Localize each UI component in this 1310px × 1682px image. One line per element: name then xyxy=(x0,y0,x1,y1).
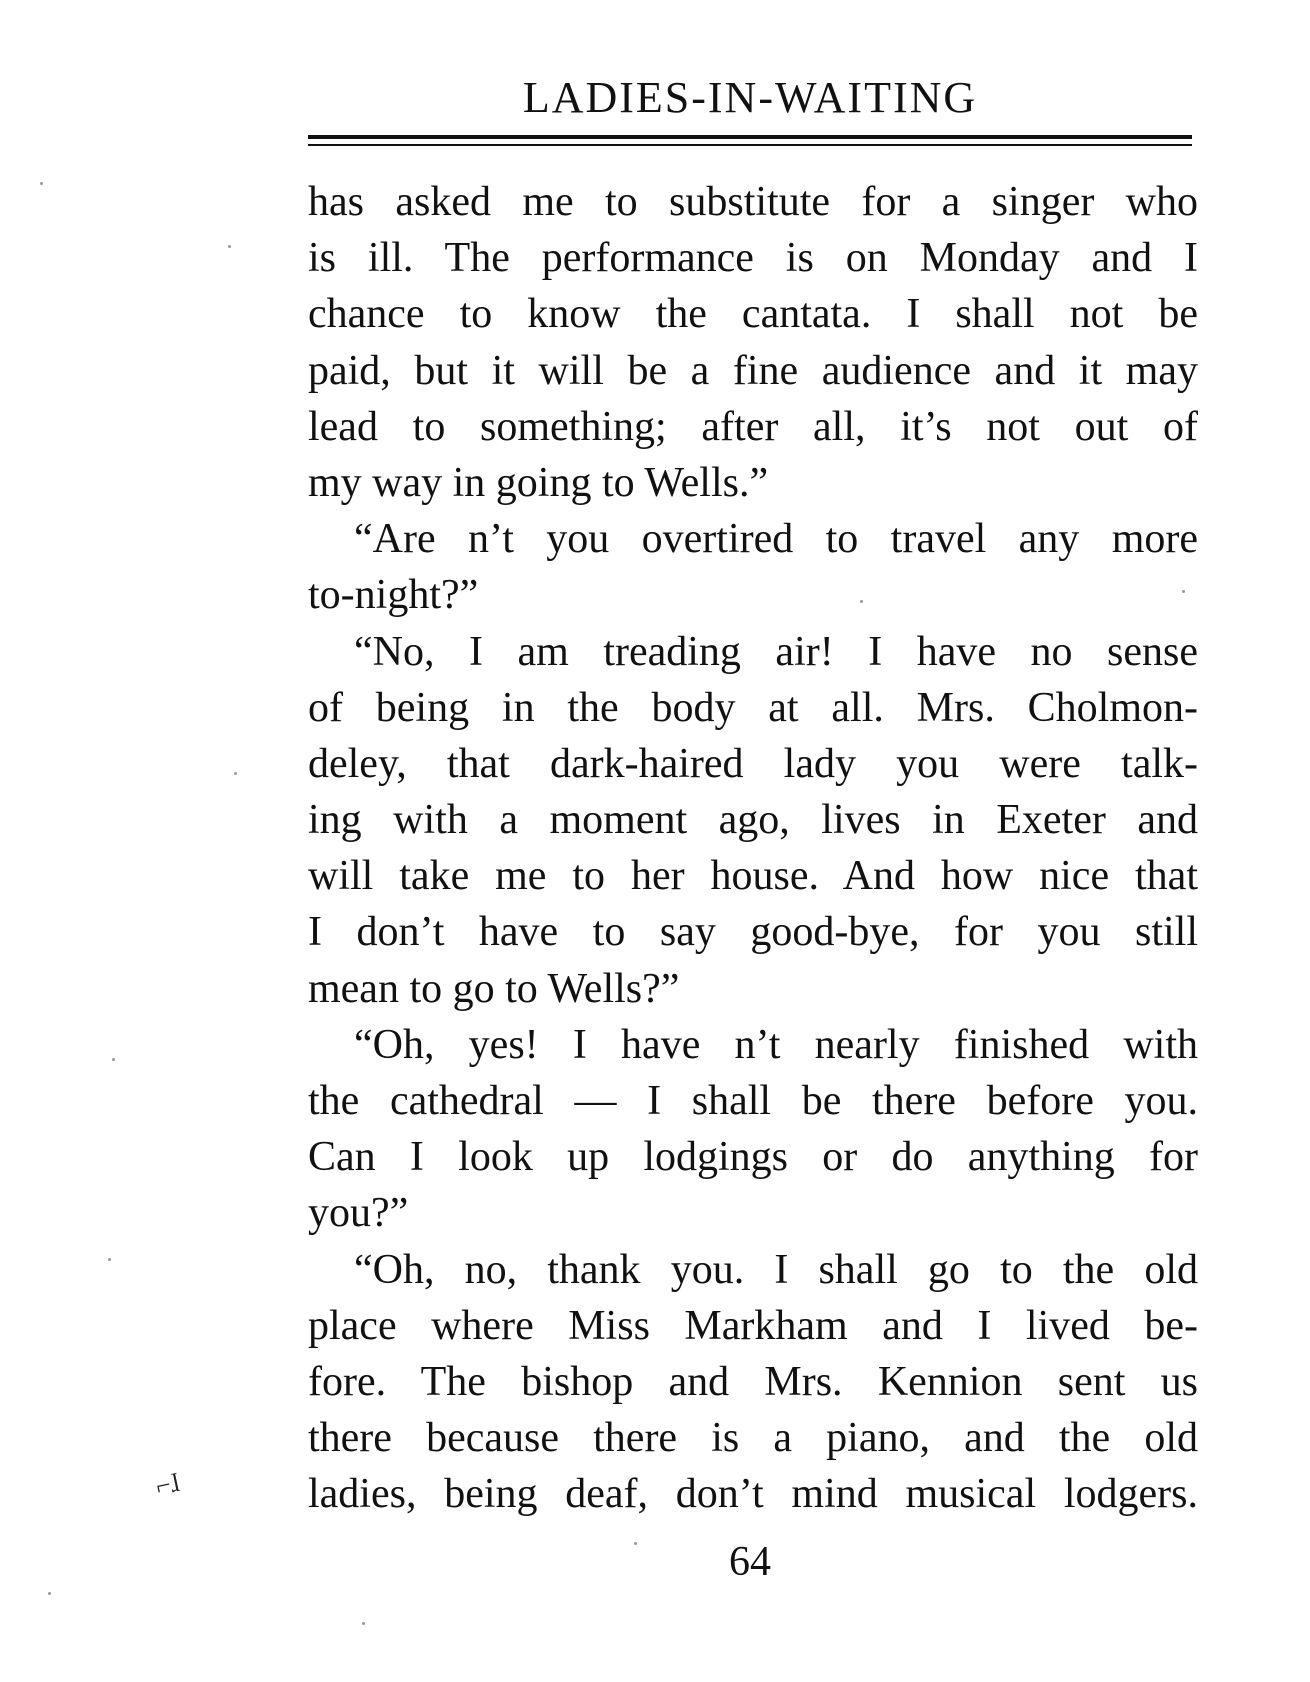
text-line: has asked me to substitute for a singer who xyxy=(308,179,1198,225)
text-line: place where Miss Markham and I lived be- xyxy=(308,1302,1198,1349)
paper-speck xyxy=(860,600,863,603)
paper-speck xyxy=(234,772,237,775)
text-line: “Oh, no, thank you. I shall go to the old xyxy=(354,1246,1198,1293)
header-double-rule xyxy=(308,135,1192,149)
text-line: the cathedral — I shall be there before you. xyxy=(308,1078,1198,1124)
text-line: “No, I am treading air! I have no sense xyxy=(354,628,1198,675)
text-line: ing with a moment ago, lives in Exeter and xyxy=(308,797,1198,844)
text-line: my way in going to Wells.” xyxy=(308,459,769,506)
text-line: Can I look up lodgings or do anything for xyxy=(308,1134,1198,1181)
text-line: paid, but it will be a fine audience and it may xyxy=(308,347,1198,394)
page-number: 64 xyxy=(729,1539,771,1585)
header-rule-thin xyxy=(308,144,1192,146)
paper-speck xyxy=(634,1542,637,1545)
text-line: I don’t have to say good-bye, for you still xyxy=(308,909,1198,956)
body-text xyxy=(308,174,1198,1523)
margin-pencil-mark: ⌐ɺ xyxy=(153,1467,182,1502)
text-line: there because there is a piano, and the old xyxy=(308,1415,1198,1462)
text-line: you?” xyxy=(308,1190,409,1237)
text-line: chance to know the cantata. I shall not be xyxy=(308,291,1198,338)
text-line: deley, that dark-haired lady you were talk- xyxy=(308,740,1198,787)
text-line: of being in the body at all. Mrs. Cholmon- xyxy=(308,684,1198,731)
text-line: to-night?” xyxy=(308,572,479,619)
text-line: “Are n’t you overtired to travel any more xyxy=(354,516,1198,563)
text-line: will take me to her house. And how nice that xyxy=(308,853,1198,900)
paper-speck xyxy=(228,245,231,248)
text-line: ladies, being deaf, don’t mind musical lodgers. xyxy=(308,1471,1198,1518)
paper-speck xyxy=(1182,590,1185,593)
text-line: fore. The bishop and Mrs. Kennion sent us xyxy=(308,1358,1198,1405)
text-line: “Oh, yes! I have n’t nearly finished with xyxy=(354,1021,1198,1068)
header-rule-thick xyxy=(308,135,1192,139)
paper-speck xyxy=(40,182,43,185)
text-line: mean to go to Wells?” xyxy=(308,965,680,1012)
running-head-title: LADIES-IN-WAITING xyxy=(522,73,978,122)
paper-speck xyxy=(108,1258,111,1261)
paper-speck xyxy=(48,1592,51,1595)
text-line: lead to something; after all, it’s not out of xyxy=(308,403,1198,450)
paper-speck xyxy=(362,1622,365,1625)
text-line: is ill. The performance is on Monday and I xyxy=(308,235,1198,282)
paper-speck xyxy=(112,1058,115,1061)
